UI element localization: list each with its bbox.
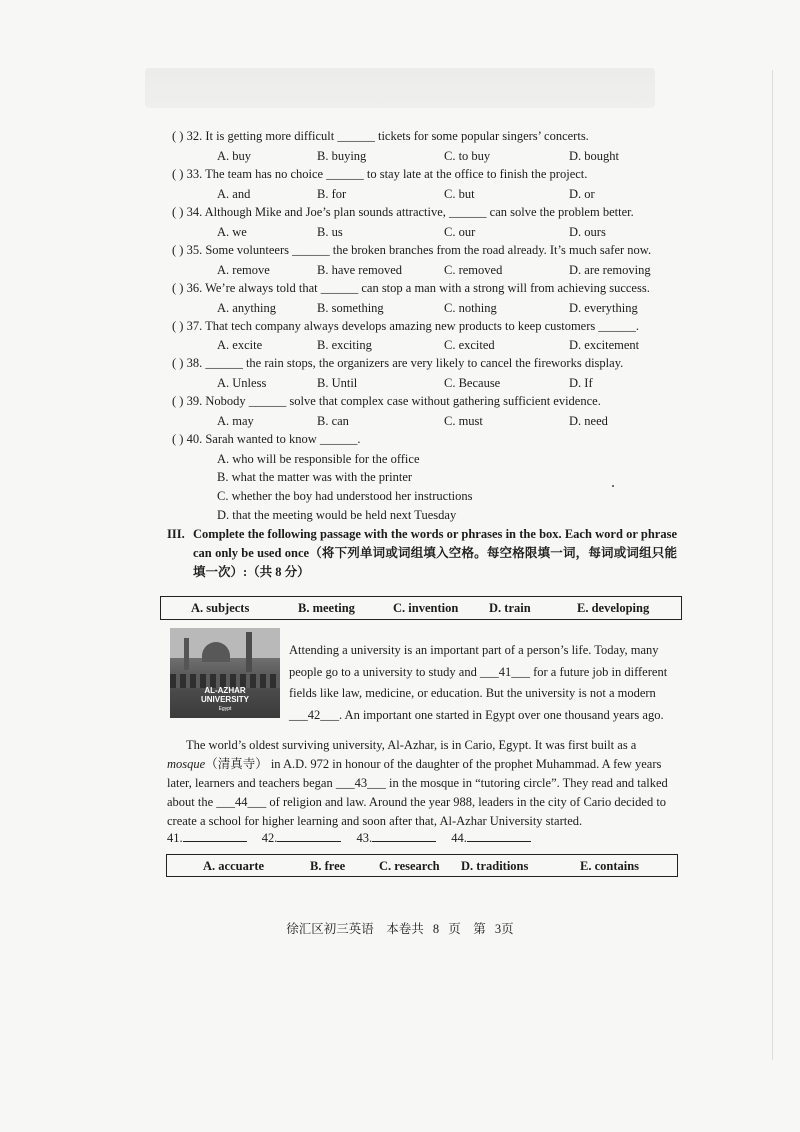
passage-line: fields like law, medicine, or education. But the university is not a modern [289, 686, 656, 700]
page-footer: 徐汇区初三英语 本卷共 8 页 第 3页 [286, 922, 514, 936]
option-a: A. who will be responsible for the office [217, 452, 420, 466]
option-b: B. us [317, 225, 343, 239]
option-c: C. removed [444, 263, 503, 277]
scan-speck [612, 485, 614, 487]
question-32: ( ) 32. It is getting more difficult ______ tickets for some popular singers’ concerts. [172, 129, 589, 143]
option-a: A. buy [217, 149, 252, 163]
option-a: A. may [217, 414, 254, 428]
word-box [166, 854, 678, 877]
photo-caption-line1: AL-AZHAR [204, 686, 246, 695]
passage-line: The world’s oldest surviving university, Al-Azhar, is in Cario, Egypt. It was first built as a [186, 738, 637, 752]
question-40: ( ) 40. Sarah wanted to know ______. [172, 432, 361, 446]
minaret-shape [246, 632, 252, 672]
option-b: B. something [317, 301, 384, 315]
option-d: D. bought [569, 149, 619, 163]
option-a: A. remove [217, 263, 270, 277]
section-instruction: Complete the following passage with the words or phrases in the box. Each word or phrase can only be used once（将下列单词或词组填入空格。每空格限填一词，每词或词组只能填一次）:（共 8 分） [193, 527, 677, 579]
scan-smudge [145, 68, 655, 108]
option-d: D. everything [569, 301, 638, 315]
option-a: A. anything [217, 301, 277, 315]
photo-caption [188, 686, 262, 714]
option-c: C. to buy [444, 149, 491, 163]
answer-blank-44[interactable] [467, 830, 531, 842]
option-d: D. If [569, 376, 593, 390]
option-d: D. ours [569, 225, 606, 239]
question-35: ( ) 35. Some volunteers ______ the broken branches from the road already. It’s much safer now. [172, 243, 652, 257]
option-c: C. Because [444, 376, 501, 390]
option-b: B. can [317, 414, 349, 428]
minaret-shape [184, 638, 189, 670]
answer-label: 44. [451, 831, 467, 845]
question-34: ( ) 34. Although Mike and Joe’s plan sounds attractive, ______ can solve the problem better. [172, 205, 634, 219]
section-heading [167, 525, 677, 582]
box-word: A. accuarte [203, 859, 265, 873]
box-word: B. meeting [298, 601, 355, 615]
box-word: D. train [489, 601, 531, 615]
box-word: B. free [310, 859, 346, 873]
option-c: C. must [444, 414, 483, 428]
option-b: B. buying [317, 149, 367, 163]
section-number: III. [167, 527, 185, 541]
passage-text: （清真寺） in A.D. 972 in honour of the daughter of the prophet Muhammad. A few years [205, 757, 662, 771]
answer-blanks [167, 830, 543, 846]
option-a: A. excite [217, 338, 263, 352]
question-38: ( ) 38. ______ the rain stops, the organizers are very likely to cancel the fireworks display. [172, 356, 624, 370]
option-c: C. our [444, 225, 476, 239]
photo-caption-line2: UNIVERSITY [200, 695, 249, 704]
passage-line: people go to a university to study and ___41___ for a future job in different [289, 665, 668, 679]
answer-label: 42. [261, 831, 278, 845]
answer-label: 43. [356, 831, 373, 845]
box-word: E. developing [577, 601, 650, 615]
option-c: C. nothing [444, 301, 497, 315]
option-b: B. what the matter was with the printer [217, 470, 413, 484]
question-36: ( ) 36. We’re always told that ______ can stop a man with a strong will from achieving success. [172, 281, 650, 295]
box-word: C. research [379, 859, 440, 873]
option-b: B. exciting [317, 338, 372, 352]
option-a: A. we [217, 225, 247, 239]
option-a: A. and [217, 187, 251, 201]
box-word: E. contains [580, 859, 640, 873]
passage-line: later, learners and teachers began ___43___ in the mosque in “tutoring circle”. They read and talked [167, 776, 668, 790]
box-word: C. invention [393, 601, 459, 615]
answer-blank-43[interactable] [372, 830, 436, 842]
dome-shape [202, 642, 230, 662]
option-d: D. are removing [569, 263, 651, 277]
option-d: D. need [569, 414, 608, 428]
question-39: ( ) 39. Nobody ______ solve that complex case without gathering sufficient evidence. [172, 394, 601, 408]
passage-line: ___42___. An important one started in Egypt over one thousand years ago. [289, 708, 664, 722]
word-box [160, 596, 682, 620]
box-word: D. traditions [461, 859, 529, 873]
box-word: A. subjects [191, 601, 250, 615]
page-edge [772, 70, 773, 1060]
answer-blank-41[interactable] [183, 830, 247, 842]
option-d: D. excitement [569, 338, 640, 352]
answer-label: 41. [167, 831, 183, 845]
option-b: B. Until [317, 376, 358, 390]
passage-line: create a school for higher learning and soon after that, Al-Azhar University started. [167, 814, 583, 828]
option-b: B. for [317, 187, 347, 201]
al-azhar-photo [170, 628, 280, 718]
option-d: D. or [569, 187, 595, 201]
question-33: ( ) 33. The team has no choice ______ to stay late at the office to finish the project. [172, 167, 588, 181]
answer-blank-42[interactable] [277, 830, 341, 842]
option-b: B. have removed [317, 263, 403, 277]
photo-caption-line3: Egypt [218, 706, 232, 712]
option-c: C. but [444, 187, 475, 201]
option-d: D. that the meeting would be held next Tuesday [217, 508, 457, 522]
question-37: ( ) 37. That tech company always develops amazing new products to keep customers ______. [172, 319, 640, 333]
italic-word: mosque [167, 757, 206, 771]
option-a: A. Unless [217, 376, 267, 390]
passage-line: Attending a university is an important part of a person’s life. Today, many [289, 643, 659, 657]
passage-line: about the ___44___ of religion and law. Around the year 988, leaders in the city of Cario decided to [167, 795, 667, 809]
passage-line [167, 756, 661, 772]
option-c: C. whether the boy had understood her instructions [217, 489, 473, 503]
option-c: C. excited [444, 338, 495, 352]
